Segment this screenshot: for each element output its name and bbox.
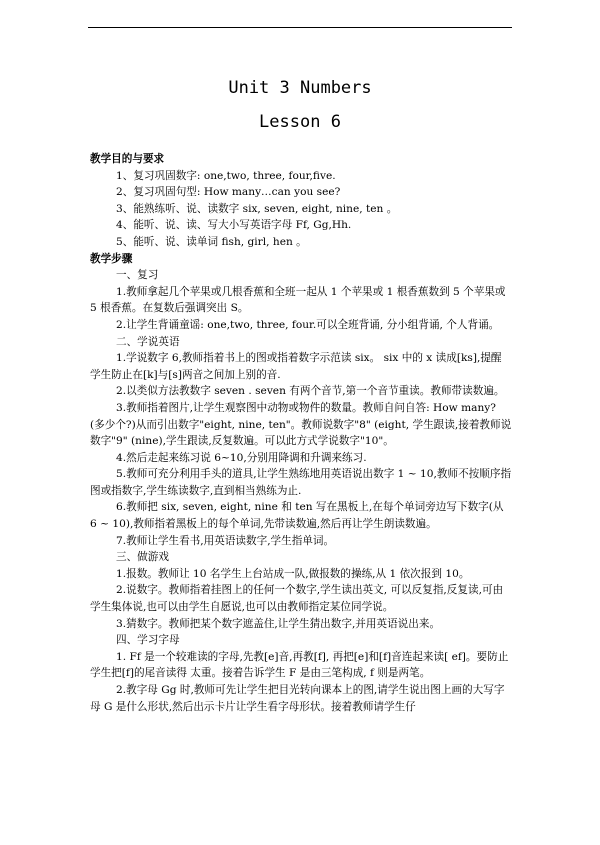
goal-item: 1、复习巩固数字: one,two, three, four,five. <box>116 169 336 182</box>
goals-heading: 教学目的与要求 <box>90 153 165 165</box>
paragraph: 1.报数。教师让 10 名学生上台站成一队,做报数的操练,从 1 依次报到 10。 <box>116 567 470 580</box>
goal-item: 2、复习巩固句型: How many…can you see? <box>116 186 341 199</box>
paragraph: 2.教字母 Gg 时,教师可先让学生把目光转向课本上的图,请学生说出图上画的大写字母 G 是什么形状,然后出示卡片让学生看字母形状。接着教师请学生仔 <box>90 684 505 713</box>
paragraph: 1.教师拿起几个苹果或几根香蕉和全班一起从 1 个苹果或 1 根香蕉数到 5 个苹果或 5 根香蕉。在复数后强调突出 S。 <box>90 285 506 315</box>
section-heading: 四、学习字母 <box>116 634 180 647</box>
steps-heading: 教学步骤 <box>90 252 133 265</box>
paragraph: 6.教师把 six, seven, eight, nine 和 ten 写在黑板上,在每个单词旁边写下数字(从 6 ~ 10),教师指着黑板上的每个单词,先带读数遍,然后再让学生朗读数遍。 <box>90 501 504 531</box>
paragraph: 3.教师指着图片,让学生观察图中动物或物件的数量。教师自问自答: How many? (多少个?)从而引出数字"eight, nine, ten"。教师说数字"8" (eight, 学生跟读,接着教师说数字"9" (nine),学生跟读,反复数遍。可以此方式学说数字"10"。 <box>90 401 512 448</box>
paragraph: 7.教师让学生看书,用英语读数字,学生指单词。 <box>116 534 335 547</box>
paragraph: 5.教师可充分利用手头的道具,让学生熟练地用英语说出数字 1 ~ 10,教师不按顺序指图或指数字,学生练读数字,直到相当熟练为止. <box>90 468 512 497</box>
section-heading: 三、做游戏 <box>116 551 169 564</box>
paragraph: 3.猜数字。教师把某个数字遮盖住,让学生猜出数字,并用英语说出来。 <box>116 617 441 630</box>
paragraph: 2.以类似方法教数字 seven . seven 有两个音节,第一个音节重读。教师带读数遍。 <box>116 385 505 398</box>
paragraph: 1. Ff 是一个较难读的字母,先教[e]音,再教[f], 再把[e]和[f]音连起来读[ ef]。要防止学生把[f]的尾音读得 太重。接着告诉学生 F 是由三笔构成, f 则是两笔。 <box>90 650 509 680</box>
document-body <box>90 151 512 715</box>
goal-item: 5、能听、说、读单词 fish, girl, hen 。 <box>116 235 307 248</box>
header-rule <box>88 27 512 28</box>
paragraph: 4.然后走起来练习说 6~10,分别用降调和升调来练习. <box>116 451 367 464</box>
goal-item: 4、能听、说、读、写大小写英语字母 Ff, Gg,Hh. <box>116 219 352 232</box>
document-title: Unit 3 Numbers <box>228 78 372 98</box>
paragraph: 1.学说数字 6,教师指着书上的图或指着数字示范读 six。 six 中的 x 读成[ks],提醒学生防止在[k]与[s]两音之间加上别的音. <box>90 352 502 381</box>
section-heading: 二、学说英语 <box>116 335 180 348</box>
section-heading: 一、复习 <box>116 269 159 282</box>
goal-item: 3、能熟练听、说、读数字 six, seven, eight, nine, ten 。 <box>116 202 398 215</box>
paragraph: 2.说数字。教师指着挂图上的任何一个数字,学生读出英文, 可以反复指,反复读,可由学生集体说,也可以由学生自愿说,也可以由教师指定某位同学说。 <box>90 584 504 614</box>
lesson-title: Lesson 6 <box>259 112 341 132</box>
paragraph: 2.让学生背诵童谣: one,two, three, four.可以全班背诵, 分小组背诵, 个人背诵。 <box>116 318 500 331</box>
